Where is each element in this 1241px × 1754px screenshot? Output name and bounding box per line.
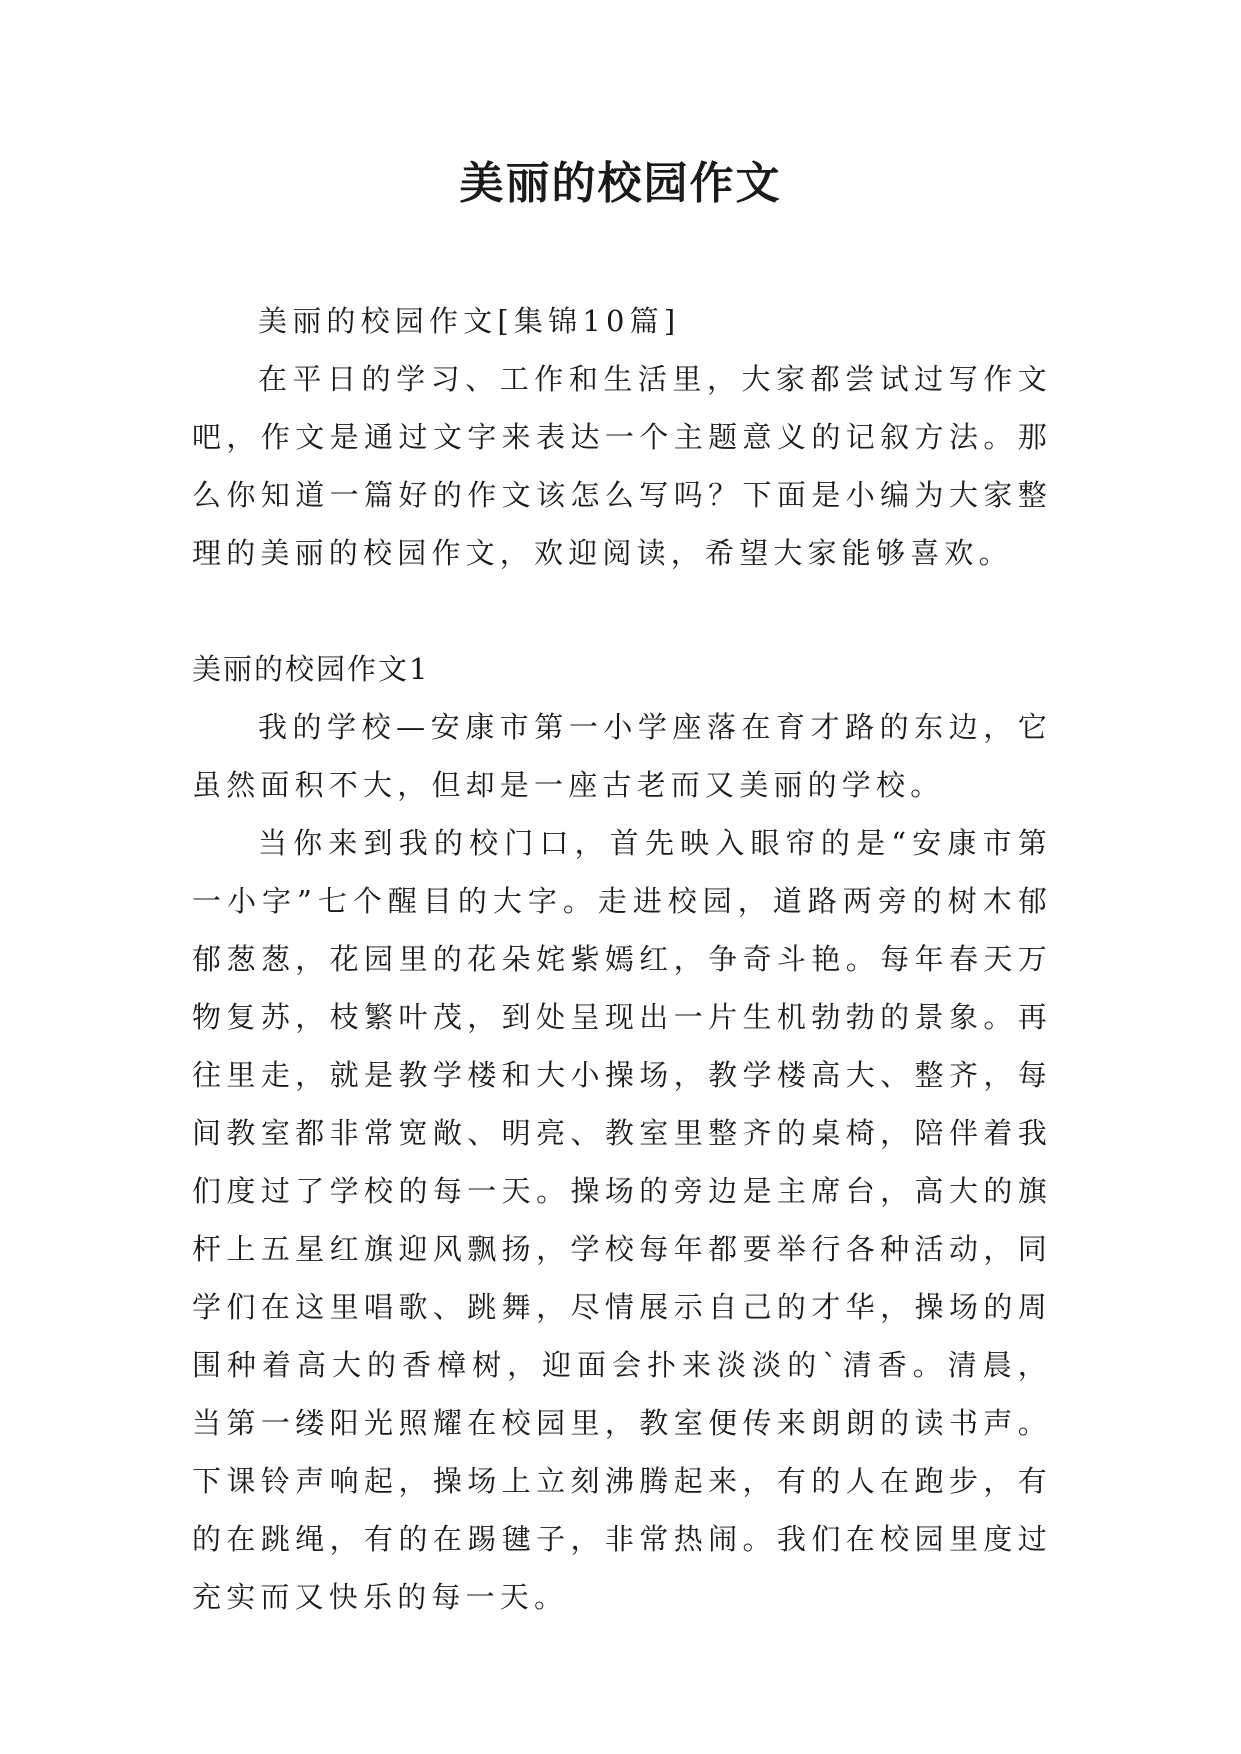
document-title: 美丽的校园作文 [459,158,782,209]
intro-paragraph: 在平日的学习、工作和生活里，大家都尝试过写作文吧，作文是通过文字来表达一个主题意义的记叙方法。那么你知道一篇好的作文该怎么写吗？下面是小编为大家整理的美丽的校园作文，欢迎阅读，希望大家能够喜欢。 [192,362,1052,570]
section-paragraph-2: 当你来到我的校门口，首先映入眼帘的是“安康市第一小字”七个醒目的大字。走进校园，道路两旁的树木郁郁葱葱，花园里的花朵姹紫嫣红，争奇斗艳。每年春天万物复苏，枝繁叶茂，到处呈现出一片生机勃勃的景象。再往里走，就是教学楼和大小操场，教学楼高大、整齐，每间教室都非常宽敞、明亮、教室里整齐的桌椅，陪伴着我们度过了学校的每一天。操场的旁边是主席台，高大的旗杆上五星红旗迎风飘扬，学校每年都要举行各种活动，同学们在这里唱歌、跳舞，尽情展示自己的才华，操场的周围种着高大的香樟树，迎面会扑来淡淡的`清香。清晨，当第一缕阳光照耀在校园里，教室便传来朗朗的读书声。下课铃声响起，操场上立刻沸腾起来，有的人在跑步，有的在跳绳，有的在踢毽子，非常热闹。我们在校园里度过充实而又快乐的每一天。 [192,826,1052,1614]
section-paragraph-1: 我的学校—安康市第一小学座落在育才路的东边，它虽然面积不大，但却是一座古老而又美丽的学校。 [192,710,1052,802]
document-subtitle: 美丽的校园作文[集锦10篇] [258,304,681,338]
document-body [192,292,1052,1626]
section-heading: 美丽的校园作文1 [192,652,430,686]
